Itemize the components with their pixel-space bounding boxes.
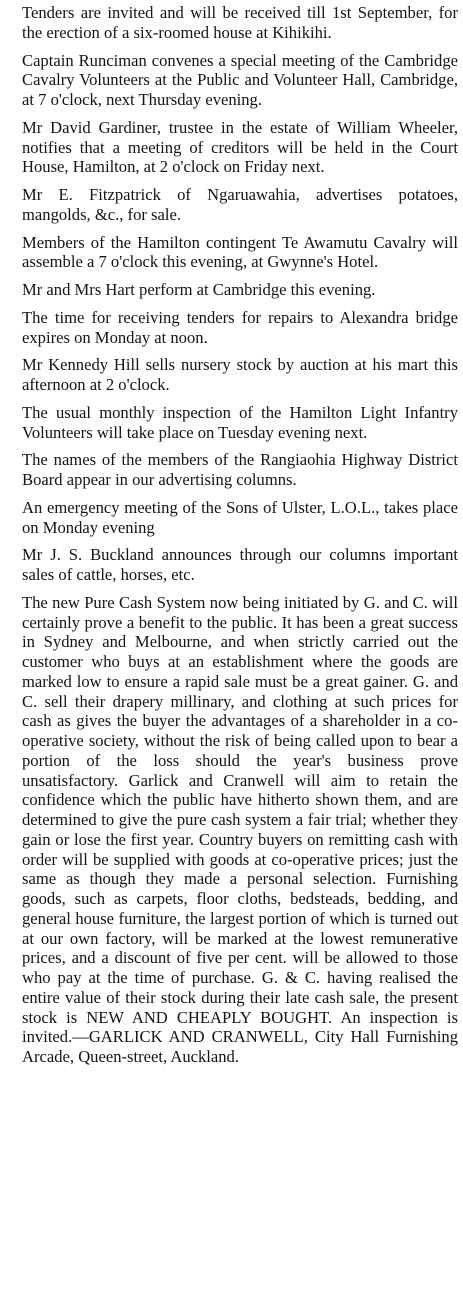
news-item-bridge-tenders: The time for receiving tenders for repairs to Alexandra bridge expires on Monday at noon. bbox=[22, 307, 458, 347]
news-item-cavalry-meeting: Captain Runciman convenes a special meeting of the Cambridge Cavalry Volunteers at the Public and Volunteer Hall, Cambridge, at 7 o'clock, next Thursday evening. bbox=[22, 50, 458, 109]
news-item-awamutu-cavalry: Members of the Hamilton contingent Te Awamutu Cavalry will assemble a 7 o'clock this evening, at Gwynne's Hotel. bbox=[22, 232, 458, 272]
advertisement-garlick-cranwell: The new Pure Cash System now being initiated by G. and C. will certainly prove a benefit to the public. It has been a great success in Sydney and Melbourne, and when strictly carried out the customer who buys at an establishment where the goods are marked low to ensure a rapid sale must be a great gainer. G. and C. sell their drapery millinary, and clothing at such prices for cash as gives the buyer the advantages of a shareholder in a co-operative society, without the risk of being called upon to bear a portion of the loss should the year's business prove unsatisfactory. Garlick and Cranwell will aim to retain the confidence which the public have hitherto shown them, and are determined to give the pure cash system a fair trial; whether they gain or lose the first year. Country buyers on remitting cash with order will be supplied with goods at co-operative prices; just the same as though they made a personal selection. Furnishing goods, such as carpets, floor cloths, bedsteads, bedding, and general house furniture, the largest portion of which is turned out at our own factory, will be marked at the lowest remunerative prices, and a discount of five per cent. will be allowed to those who pay at the time of purchase. G. & C. having realised the entire value of their stock during their late cash sale, the present stock is NEW AND CHEAPLY BOUGHT. An inspection is invited.—GARLICK AND CRANWELL, City Hall Furnishing Arcade, Queen-street, Auckland. bbox=[22, 592, 458, 1066]
news-item-creditors-meeting: Mr David Gardiner, trustee in the estate of William Wheeler, notifies that a meeting of creditors will be held in the Court House, Hamilton, at 2 o'clock on Friday next. bbox=[22, 117, 458, 177]
news-item-sons-of-ulster: An emergency meeting of the Sons of Ulster, L.O.L., takes place on Monday evening bbox=[22, 497, 458, 537]
news-item-highway-board: The names of the members of the Rangiaohia Highway District Board appear in our advertising columns. bbox=[22, 450, 458, 489]
news-column bbox=[22, 3, 458, 1067]
news-item-buckland-sales: Mr J. S. Buckland announces through our columns important sales of cattle, horses, etc. bbox=[22, 545, 458, 584]
news-item-nursery-stock: Mr Kennedy Hill sells nursery stock by auction at his mart this afternoon at 2 o'clock. bbox=[22, 355, 458, 394]
news-item-potatoes-sale: Mr E. Fitzpatrick of Ngaruawahia, advertises potatoes, mangolds, &c., for sale. bbox=[22, 185, 458, 224]
news-item-tenders-kihikihi: Tenders are invited and will be received till 1st September, for the erection of a six-roomed house at Kihikihi. bbox=[22, 3, 458, 42]
news-item-light-infantry: The usual monthly inspection of the Hamilton Light Infantry Volunteers will take place on Tuesday evening next. bbox=[22, 402, 458, 442]
news-item-hart-performance: Mr and Mrs Hart perform at Cambridge this evening. bbox=[22, 280, 376, 299]
